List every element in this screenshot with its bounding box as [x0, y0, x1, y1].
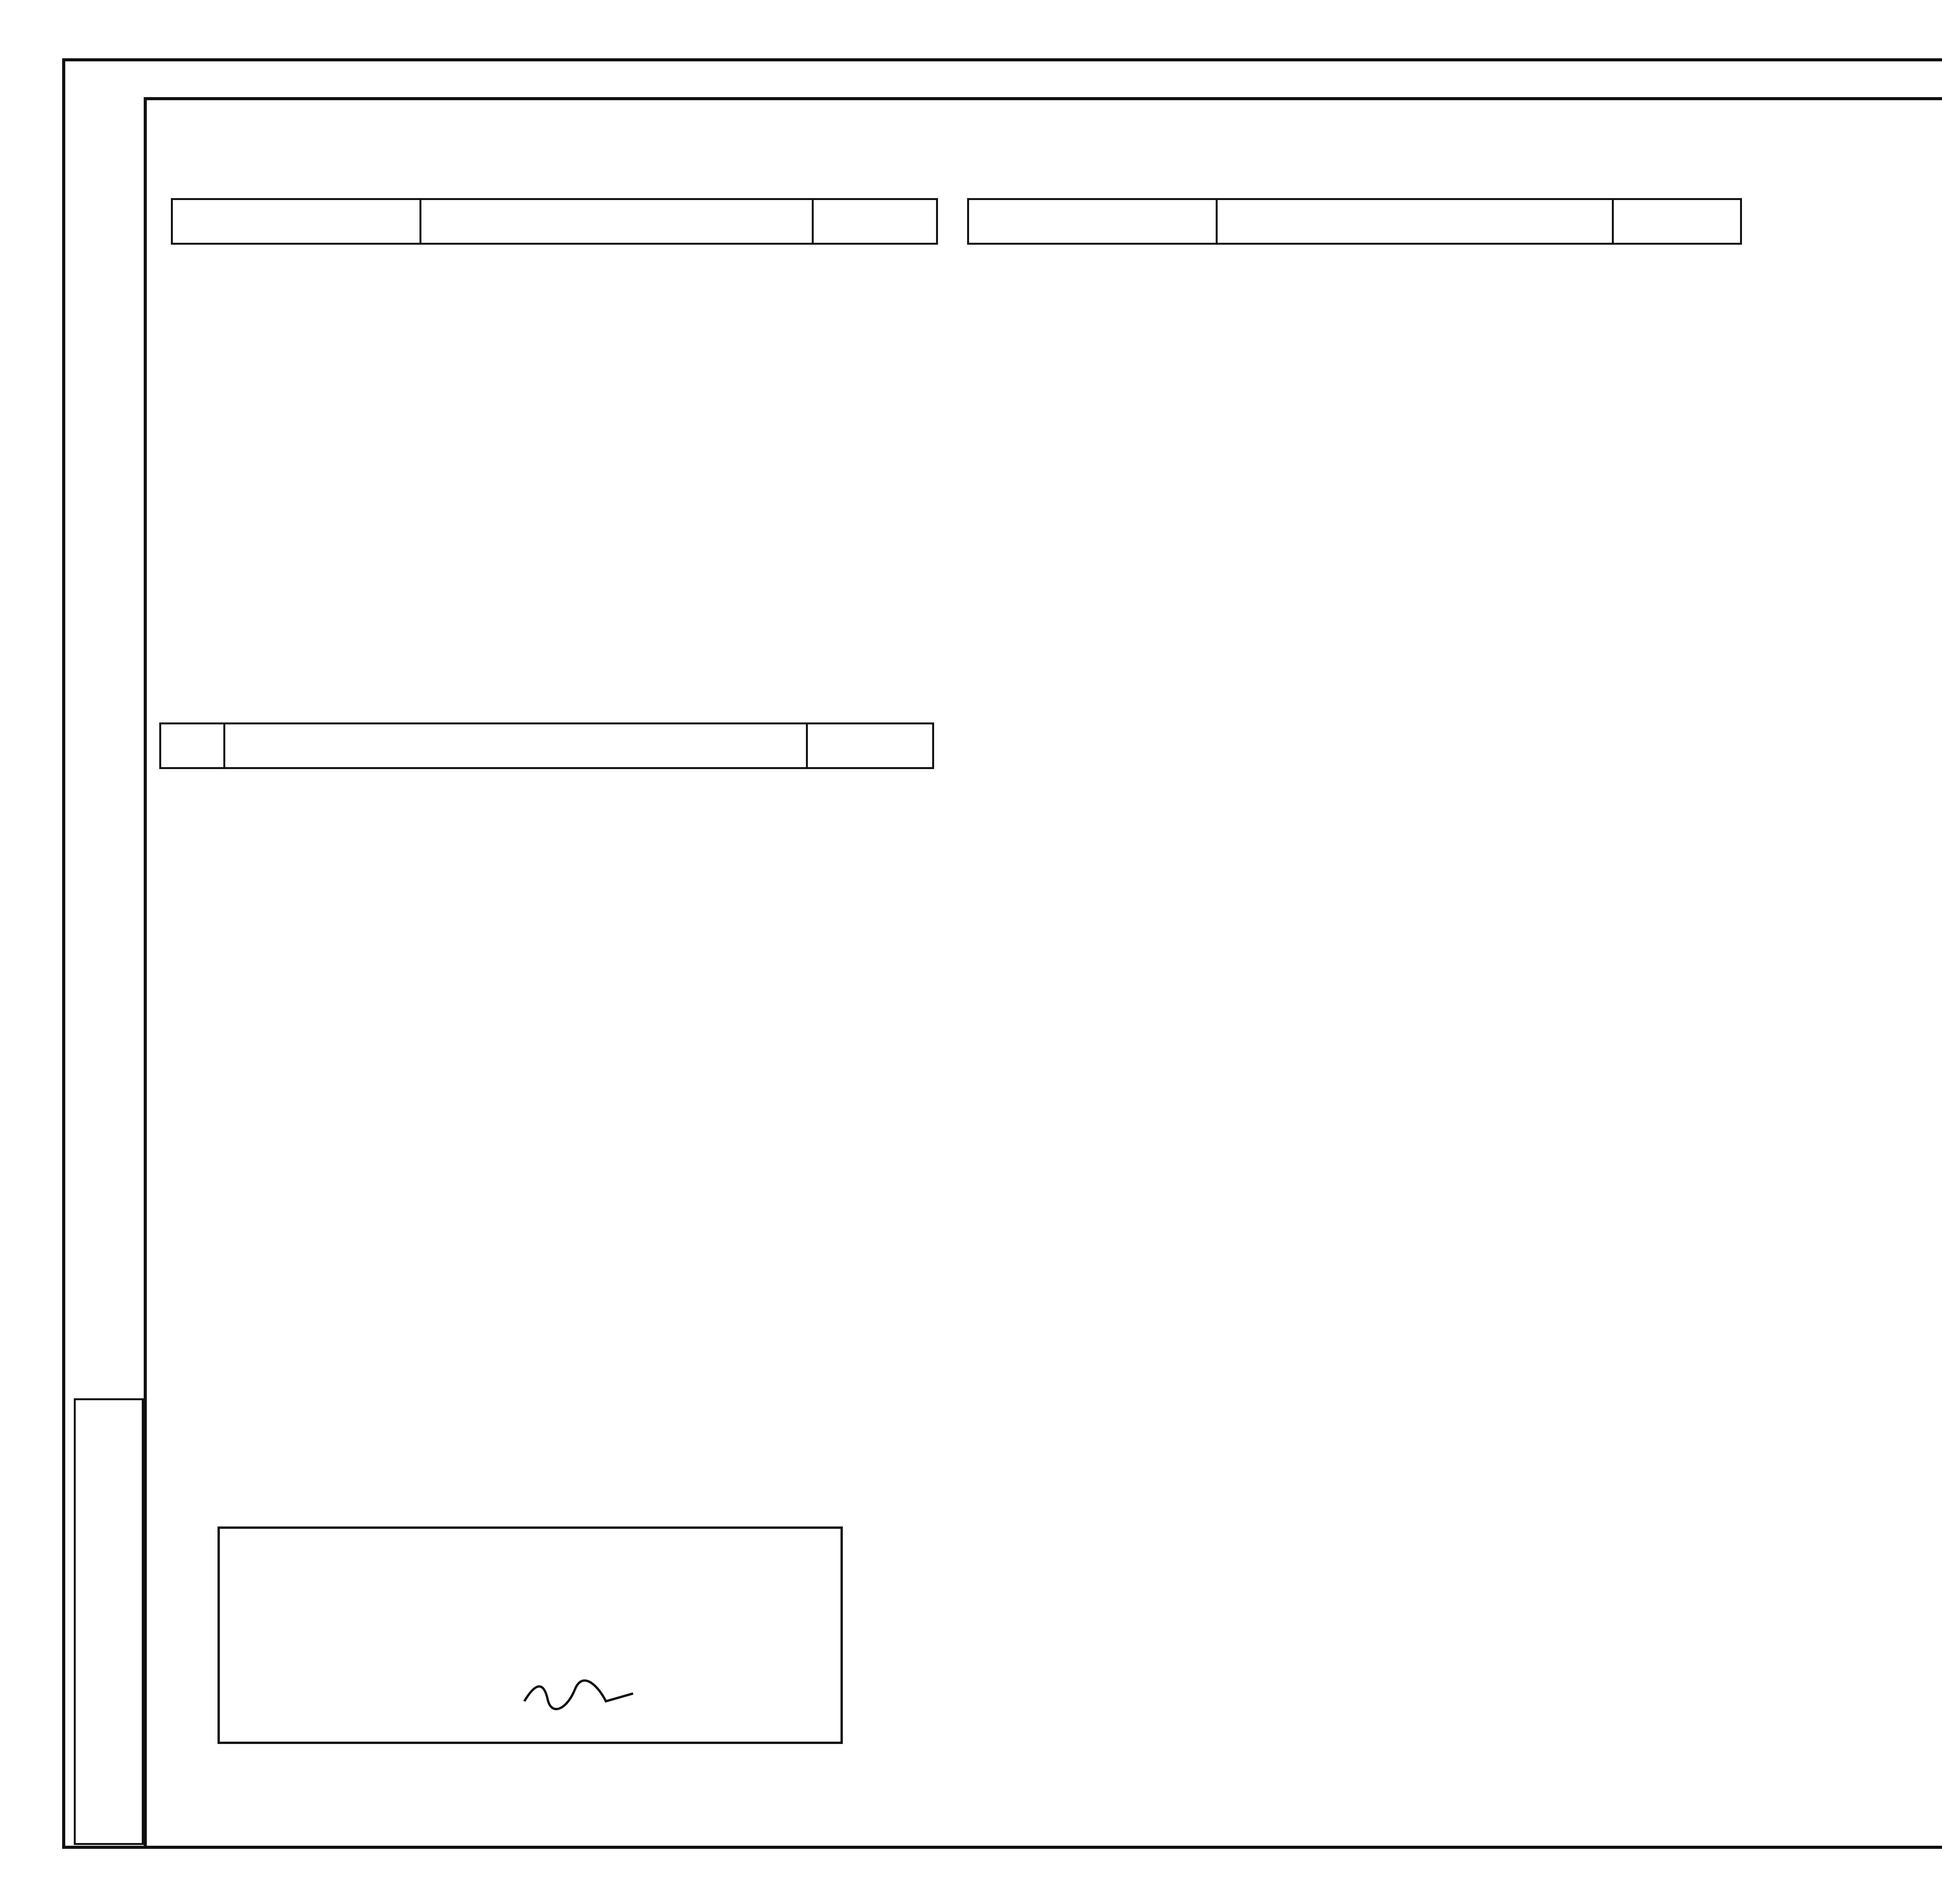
header-code [172, 199, 421, 244]
header-code [968, 199, 1217, 244]
header-name [421, 199, 813, 244]
header-name [224, 724, 807, 768]
table-header-row [968, 199, 1741, 244]
header-note [813, 199, 937, 244]
main-sets-table [171, 198, 938, 245]
drawings-table [159, 722, 934, 769]
references-table [967, 198, 1742, 245]
margin-cells [74, 1398, 144, 1845]
header-sheet [160, 724, 224, 768]
engineer-signature [520, 1678, 637, 1713]
header-name [1217, 199, 1613, 244]
table-header-row [160, 724, 933, 768]
header-note [807, 724, 933, 768]
header-note [1613, 199, 1741, 244]
table-header-row [172, 199, 937, 244]
